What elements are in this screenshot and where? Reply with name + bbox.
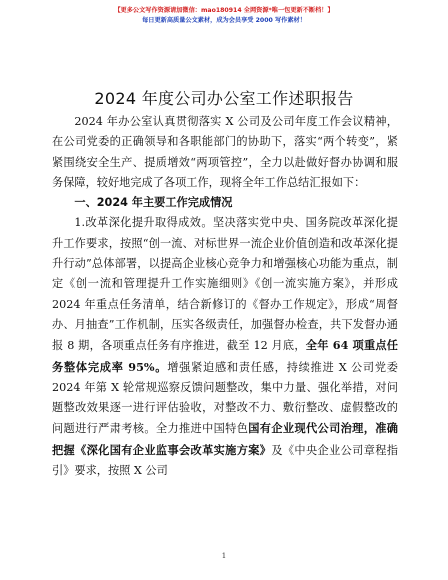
page-number: 1	[221, 552, 227, 560]
intro-paragraph: 2024 年办公室认真贯彻落实 X 公司及公司年度工作会议精神，在公司党委的正确领导和各职能部门的协助下，落实“两个转变”，紧紧围绕安全生产、提质增效“两项管控”，全力以赴做好督办协调和服务保障，较好地完成了各项工作，现将全年工作总结汇报如下：	[52, 115, 398, 189]
item-1-bold-b: 国有企业现代公司治理，准确把握《深化国有企业监事会改革实施方案》	[52, 421, 398, 457]
document-body	[52, 112, 398, 481]
section-heading: 一、2024 年主要工作完成情况	[74, 196, 233, 210]
promo-banner	[0, 6, 448, 26]
item-1-text-a: 1.改革深化提升取得成效。坚决落实党中央、国务院改革深化提升工作要求，按照“创一流、对标世界一流企业价值创造和改革深化提升行动”总体部署，以提高企业核心竞争力和增强核心功能为重点，制定《创一流和管理提升工作实施细则》《创一流实施方案》，并形成 2024 年重点任务清单，结合新修订的《督办工作规定》，形成“周督办、月抽查”工作机制，压实各级责任，加强督办检查，共下发督办通报 8 期，各项重点任务有序推进，截至 12 月底，	[52, 216, 398, 353]
promo-banner-line-1: 【更多公文写作资源请加微信：mao180914 全网资源*唯一包更新不断档！】	[114, 7, 334, 14]
item-1-text-b: 增强紧迫感和责任感，持续推进 X 公司党委 2024 年第 X 轮常规巡察反馈问题整改，集中力量、强化举措，对问题整改效果逐一进行评估验收，对整改不力、敷衍整改、虚假整改的问题进行严肃考核。全力推进中国特色	[52, 360, 398, 436]
item-1-text-c: 及《中央企业公司章程指引》要求，按照 X 公司	[52, 443, 398, 478]
promo-banner-line-2: 每日更新高质量公文素材，成为会员享受 2000 写作素材！	[142, 17, 306, 24]
item-1-paragraph	[52, 213, 398, 481]
document-title: 2024 年度公司办公室工作述职报告	[94, 89, 354, 108]
item-1-bold-a: 全年 64 项重点任务整体完成率 95%。	[52, 338, 398, 374]
